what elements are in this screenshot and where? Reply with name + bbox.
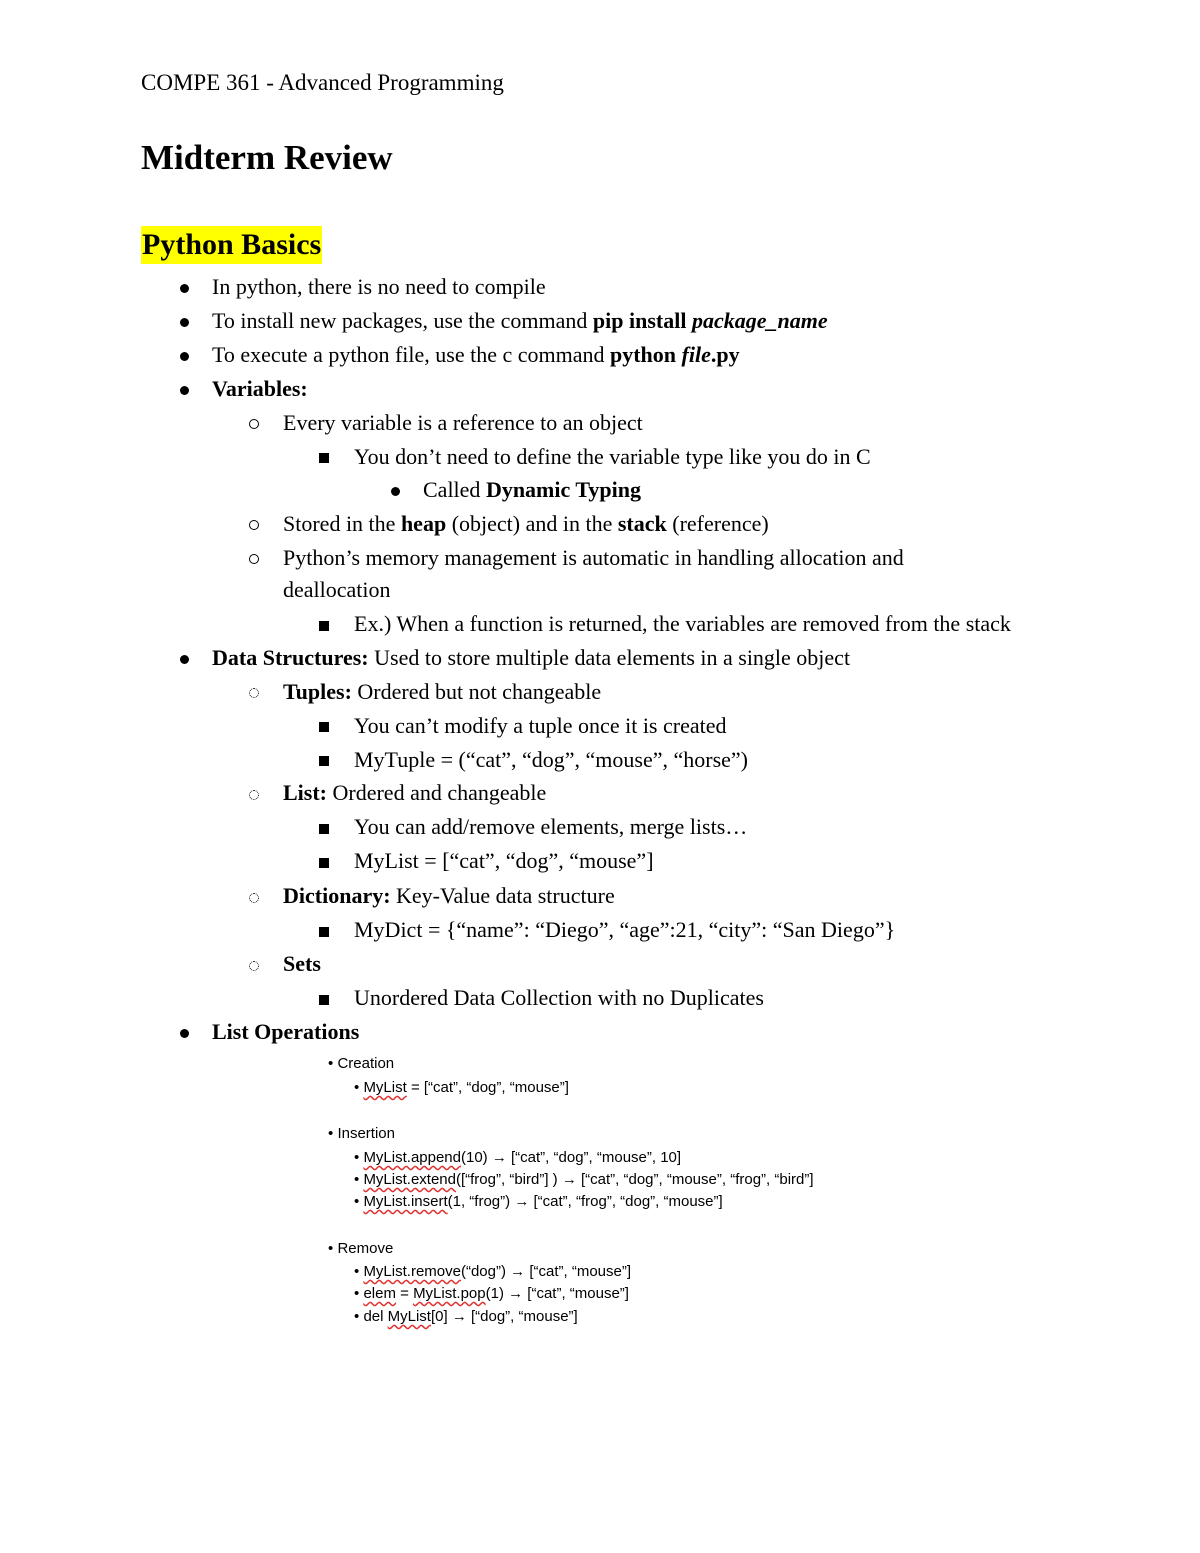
bullet-disc-icon [180,655,189,664]
bullet-circle-icon [249,790,259,800]
text: Creation [337,1055,395,1072]
bullet-square-icon [319,995,329,1005]
code: (10) [461,1149,492,1166]
text: Called [423,477,486,502]
list-item [283,881,615,911]
code: MyList.remove [363,1263,461,1280]
bullet-square-icon [319,927,329,937]
ops-line [354,1283,629,1305]
bullet-circle-icon [249,688,259,698]
arrow-right-icon: → [508,1285,524,1302]
text: To execute a python file, use the c command [212,342,610,367]
command-text: pip install [592,308,692,333]
list-item [212,306,828,336]
list-item: Sets [283,951,321,976]
bullet-square-icon [319,722,329,732]
bullet-square-icon [319,858,329,868]
list-item: MyTuple = (“cat”, “dog”, “mouse”, “horse”) [354,747,749,772]
ops-heading-creation [328,1053,394,1075]
dot-icon: • [354,1308,360,1325]
term: Dictionary: [283,883,391,908]
text: (reference) [666,511,769,536]
ops-heading-remove [328,1238,393,1260]
code: [“cat”, “mouse”] [523,1285,629,1302]
text: Stored in the [283,511,401,536]
dot-icon: • [354,1285,360,1302]
ops-line [354,1147,681,1169]
list-item: Every variable is a reference to an object [283,410,643,435]
code: [“cat”, “dog”, “mouse”, 10] [506,1149,682,1166]
dot-icon: • [354,1263,360,1280]
section-heading: Python Basics [141,226,322,264]
bullet-disc-icon [180,386,189,395]
list-item: You don’t need to define the variable type like you do in C [354,444,871,469]
dot-icon: • [354,1193,360,1210]
bullet-disc-icon [180,1029,189,1038]
code: (1, “frog”) [447,1193,515,1210]
code: = [“cat”, “dog”, “mouse”] [406,1079,569,1096]
code: elem [363,1285,396,1302]
code: [0] [430,1308,452,1325]
arrow-right-icon: → [491,1149,507,1166]
code: [“cat”, “frog”, “dog”, “mouse”] [529,1193,723,1210]
bullet-disc-icon [180,284,189,293]
list-item: Variables: [212,376,308,401]
bullet-disc-icon [391,487,400,496]
list-item [283,778,546,808]
code: MyList.pop [413,1285,486,1302]
list-item: Ex.) When a function is returned, the variables are removed from the stack [354,611,1011,636]
text: Remove [337,1240,394,1257]
term: Data Structures: [212,645,369,670]
list-item [423,475,641,505]
arrow-right-icon: → [451,1308,467,1325]
code: = [395,1285,414,1302]
list-item: You can’t modify a tuple once it is created [354,713,727,738]
text: Used to store multiple data elements in a single object [368,645,851,670]
code: MyList.append [363,1149,461,1166]
term: Dynamic Typing [485,477,641,502]
dot-icon: • [328,1125,334,1142]
code: [“dog”, “mouse”] [466,1308,578,1325]
code: [“cat”, “dog”, “mouse”, “frog”, “bird”] [576,1171,814,1188]
arrow-right-icon: → [510,1263,526,1280]
list-item: You can add/remove elements, merge lists… [354,814,748,839]
ops-line [354,1169,814,1191]
text: (object) and in the [446,511,618,536]
text: Ordered and changeable [327,780,547,805]
code: (1) [485,1285,509,1302]
text: Insertion [337,1125,395,1142]
term: heap [400,511,447,536]
list-item: Python’s memory management is automatic in handling allocation and [283,545,904,570]
term: Tuples: [283,679,352,704]
list-item: MyList = [“cat”, “dog”, “mouse”] [354,848,654,873]
code: [“cat”, “mouse”] [525,1263,632,1280]
code: MyList.extend [363,1171,456,1188]
code: MyList [387,1308,431,1325]
ops-line [354,1077,569,1099]
list-item: In python, there is no need to compile [212,274,546,299]
code: MyList.insert [363,1193,448,1210]
ops-heading-insertion [328,1123,395,1145]
code: (“dog”) [460,1263,511,1280]
dot-icon: • [354,1079,360,1096]
list-item [283,509,769,539]
list-item [212,340,740,370]
text: To install new packages, use the command [212,308,593,333]
list-item [283,677,601,707]
term: stack [617,511,667,536]
command-ext: .py [710,342,740,367]
code: del [363,1308,388,1325]
list-item: MyDict = {“name”: “Diego”, “age”:21, “city”: “San Diego”} [354,917,896,942]
term: List: [283,780,327,805]
dot-icon: • [354,1149,360,1166]
course-header: COMPE 361 - Advanced Programming [141,70,504,95]
bullet-circle-icon [249,520,259,530]
ops-line [354,1261,631,1283]
bullet-square-icon [319,453,329,463]
arrow-right-icon: → [561,1171,577,1188]
bullet-square-icon [319,621,329,631]
bullet-disc-icon [180,318,189,327]
list-item: Unordered Data Collection with no Duplicates [354,985,764,1010]
bullet-disc-icon [180,352,189,361]
code: MyList [363,1079,407,1096]
arrow-right-icon: → [514,1193,530,1210]
command-arg: file [681,342,711,367]
dot-icon: • [328,1240,334,1257]
code: ([“frog”, “bird”] ) [455,1171,562,1188]
dot-icon: • [328,1055,334,1072]
list-item: List Operations [212,1019,360,1044]
bullet-circle-icon [249,961,259,971]
list-item-continuation: deallocation [283,577,391,602]
command-arg: package_name [691,308,828,333]
bullet-circle-icon [249,419,259,429]
bullet-square-icon [319,756,329,766]
list-item [212,643,850,673]
bullet-circle-icon [249,893,259,903]
text: Key-Value data structure [390,883,615,908]
ops-line [354,1306,578,1328]
page-title: Midterm Review [141,138,393,177]
bullet-circle-icon [249,554,259,564]
command-text: python [610,342,682,367]
text: Ordered but not changeable [351,679,602,704]
dot-icon: • [354,1171,360,1188]
ops-line [354,1191,723,1213]
bullet-square-icon [319,824,329,834]
